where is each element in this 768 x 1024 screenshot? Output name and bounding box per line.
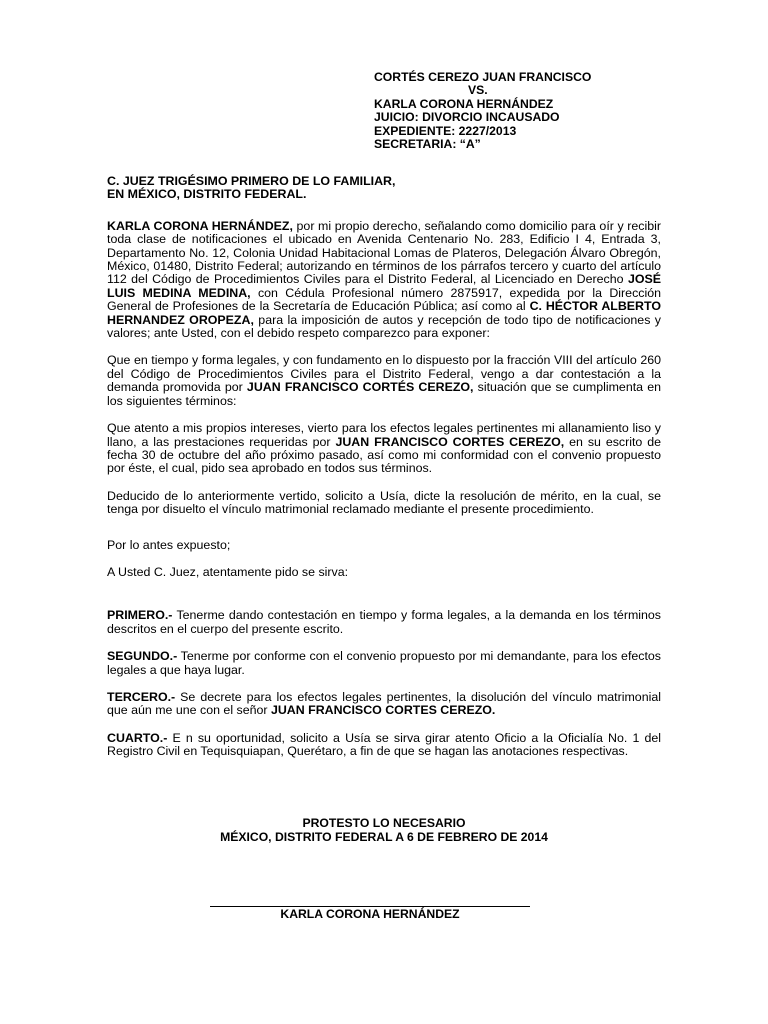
paragraph-therefore: Por lo antes expuesto; <box>107 537 231 552</box>
petition-third <box>107 691 661 718</box>
intro-name: KARLA CORONA HERNÁNDEZ, <box>107 218 293 233</box>
petition-fourth-text: E n su oportunidad, solicito a Usía se sirva girar atento Oficio a la Oficialía No. 1 del Registro Civil en Tequisquiapan, Querétaro, a fin de que se hagan las anotaciones respectivas. <box>107 730 661 759</box>
paragraph-acquiescence-text-1: Que atento a mis propios intereses, vierto para los efectos legales pertinentes mi allanamiento liso y llano, a las prestaciones requeridas por <box>107 421 661 449</box>
closing-protest: PROTESTO LO NECESARIO <box>302 816 466 830</box>
petition-first-text: Tenerme dando contestación en tiempo y forma legales, a la demanda en los términos descritos en el cuerpo del presente escrito. <box>107 608 661 636</box>
petition-third-text: Se decrete para los efectos legales pertinentes, la disolución del vínculo matrimonial que aún me une con el señor <box>107 689 661 718</box>
case-plaintiff: CORTÉS CEREZO JUAN FRANCISCO <box>374 70 592 84</box>
petition-second-label: SEGUNDO.- <box>107 649 178 664</box>
petition-second-text: Tenerme por conforme con el convenio propuesto por mi demandante, para los efectos legales a que haya lugar. <box>107 649 661 677</box>
paragraph-deduction: Deducido de lo anteriormente vertido, solicito a Usía, dicte la resolución de mérito, en la cual, se tenga por disuelto el vínculo matrimonial reclamado mediante el presente procedimiento. <box>107 488 661 517</box>
case-secretary: SECRETARIA: “A” <box>374 137 481 152</box>
intro-lawyer-2: C. HÉCTOR ALBERTO HERNANDEZ OROPEZA, <box>107 299 661 327</box>
document-body <box>107 175 661 773</box>
court-line-1: C. JUEZ TRIGÉSIMO PRIMERO DE LO FAMILIAR, <box>107 174 396 188</box>
court-address <box>107 175 661 202</box>
court-line-2: EN MÉXICO, DISTRITO FEDERAL. <box>107 187 307 202</box>
case-versus: VS. <box>468 83 488 98</box>
paragraph-request: A Usted C. Juez, atentamente pido se sirva: <box>107 564 349 579</box>
intro-text-3: para la imposición de autos y recepción de todo tipo de notificaciones y valores; ante Usted, con el debido respeto comparezco para exponer: <box>107 312 661 341</box>
intro-text-1: por mi propio derecho, señalando como domicilio para oír y recibir toda clase de notificaciones el ubicado en Avenida Centenario No. 283, Edificio I 4, Entrada 3, Departamento No. 12, Colonia Unidad Habitacional Lomas de Plateros, Delegación Álvaro Obregón, México, 01480, Distrito Federal; autorizando en términos de los párrafos tercero y cuarto del artículo 112 del Código de Procedimientos Civiles para el Distrito Federal, al Licenciado en Derecho <box>107 218 662 287</box>
closing-block <box>107 816 661 844</box>
petition-second <box>107 650 661 677</box>
signature-name: KARLA CORONA HERNÁNDEZ <box>280 907 460 921</box>
intro-text-2: con Cédula Profesional número 2875917, expedida por la Dirección General de Profesiones de la Secretaría de Educación Pública; así como al <box>107 285 661 314</box>
closing-place-date: MÉXICO, DISTRITO FEDERAL A 6 DE FEBRERO DE 2014 <box>220 830 548 844</box>
petition-fourth <box>107 732 661 759</box>
case-header <box>374 71 694 151</box>
paragraph-answer <box>107 354 661 408</box>
petition-fourth-label: CUARTO.- <box>107 730 168 745</box>
paragraph-answer-name: JUAN FRANCISCO CORTÉS CEREZO, <box>246 380 474 395</box>
paragraph-acquiescence <box>107 422 661 476</box>
paragraph-answer-text-1: Que en tiempo y forma legales, y con fundamento en lo dispuesto por la fracción VIII del artículo 260 del Código de Procedimientos Civiles para el Distrito Federal, vengo a dar contestación a la demanda promovida por <box>107 353 661 395</box>
petition-first-label: PRIMERO.- <box>107 608 173 623</box>
intro-paragraph <box>107 220 661 341</box>
petition-first <box>107 609 661 636</box>
case-defendant: KARLA CORONA HERNÁNDEZ <box>374 96 554 111</box>
petition-third-name: JUAN FRANCISCO CORTES CEREZO. <box>270 703 496 718</box>
paragraph-answer-text-2: situación que se cumplimenta en los siguientes términos: <box>107 380 661 408</box>
paragraph-acquiescence-text-2: en su escrito de fecha 30 de octubre del año próximo pasado, así como mi conformidad con el convenio propuesto por éste, el cual, pido sea aprobado en todos sus términos. <box>107 434 661 476</box>
case-trial-type: JUICIO: DIVORCIO INCAUSADO <box>374 110 560 125</box>
paragraph-acquiescence-name: JUAN FRANCISCO CORTES CEREZO, <box>335 434 565 449</box>
petition-third-label: TERCERO.- <box>107 689 176 704</box>
intro-lawyer-1: JOSÉ LUIS MEDINA MEDINA, <box>107 272 661 300</box>
case-file-number: EXPEDIENTE: 2227/2013 <box>374 123 517 138</box>
